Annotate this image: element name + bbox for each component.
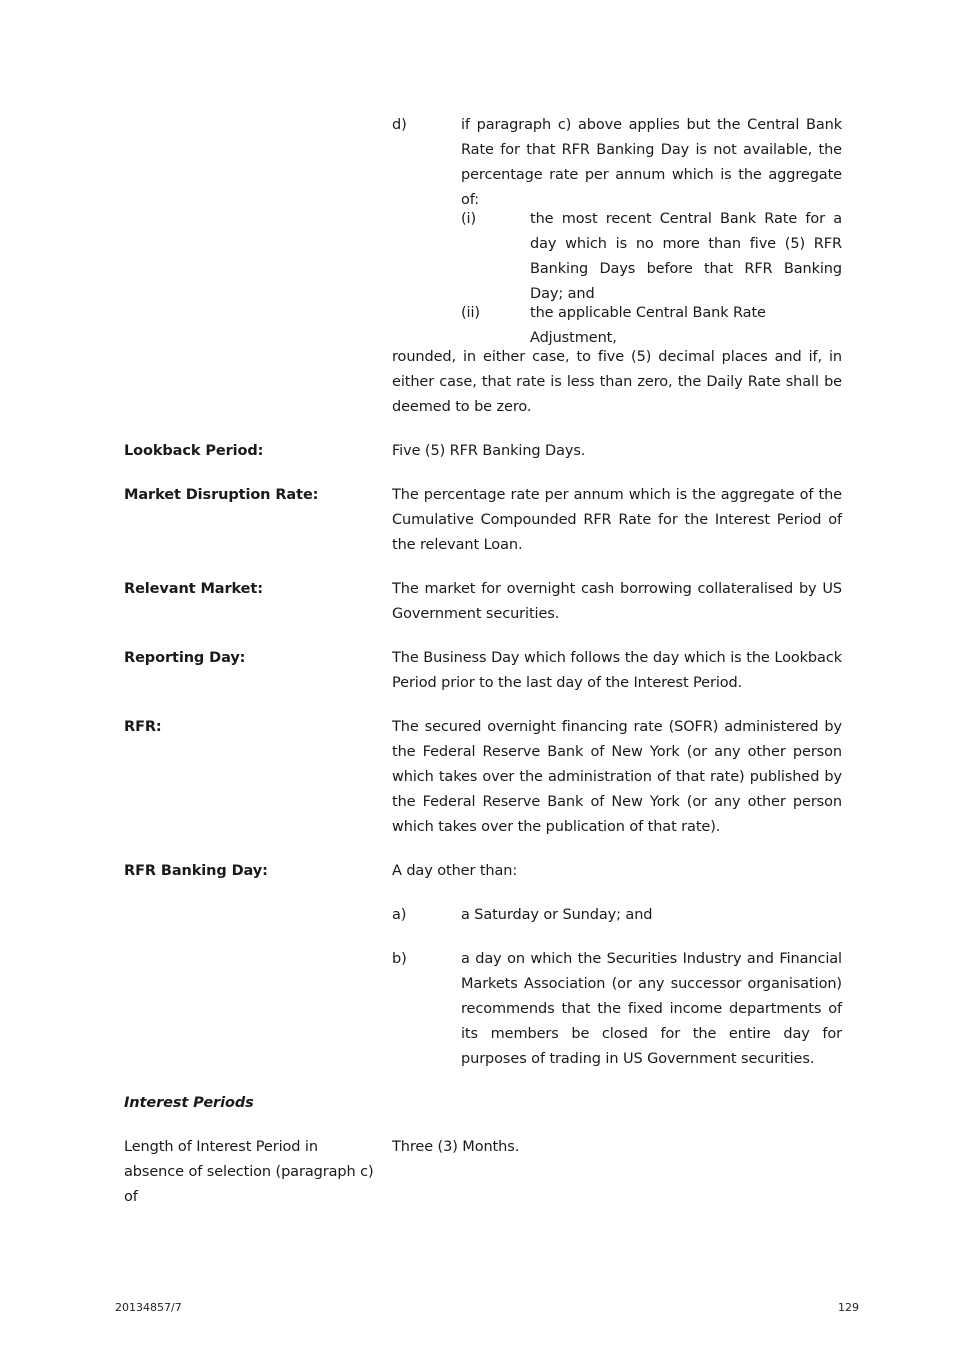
definition-term-reporting-day: Reporting Day: xyxy=(124,650,246,666)
definition-text-reporting-day: The Business Day which follows the day which is the Lookback Period prior to the last day of the Interest Period. xyxy=(392,650,842,691)
definition-text-rfr-banking-day: A day other than: xyxy=(392,863,518,879)
clause-d-sub-i-marker: (i) xyxy=(461,211,477,227)
rfr-banking-day-item-b-marker: b) xyxy=(392,951,407,967)
footer-page-number: 129 xyxy=(838,1301,859,1314)
definition-term-market-disruption-rate: Market Disruption Rate: xyxy=(124,487,319,503)
interest-period-length-value: Three (3) Months. xyxy=(392,1139,520,1155)
interest-periods-heading: Interest Periods xyxy=(124,1095,254,1111)
rfr-banking-day-item-b-text: a day on which the Securities Industry and Financial Markets Association (or any successor organisation) recommends that the fixed income departments of its members be closed for the entire day for purposes of trading in US Government securities. xyxy=(461,951,842,1067)
clause-d-sub-i-text: the most recent Central Bank Rate for a day which is no more than five (5) RFR Banking Days before that RFR Banking Day; and xyxy=(530,211,842,302)
rfr-banking-day-item-a-text: a Saturday or Sunday; and xyxy=(461,907,653,923)
rfr-banking-day-item-a-marker: a) xyxy=(392,907,407,923)
definition-text-relevant-market: The market for overnight cash borrowing collateralised by US Government securities. xyxy=(392,581,842,622)
footer-doc-ref: 20134857/7 xyxy=(115,1301,182,1314)
definition-term-rfr-banking-day: RFR Banking Day: xyxy=(124,863,268,879)
definition-text-rfr: The secured overnight financing rate (SOFR) administered by the Federal Reserve Bank of New York (or any other person which takes over the administration of that rate) published by the Federal Reserve Bank of New York (or any other person which takes over the publication of that rate). xyxy=(392,719,842,835)
definition-term-relevant-market: Relevant Market: xyxy=(124,581,263,597)
rounding-paragraph: rounded, in either case, to five (5) decimal places and if, in either case, that rate is less than zero, the Daily Rate shall be deemed to be zero. xyxy=(392,349,842,415)
interest-period-length-label: Length of Interest Period in absence of selection (paragraph c) of xyxy=(124,1139,374,1205)
clause-d-text: if paragraph c) above applies but the Central Bank Rate for that RFR Banking Day is not available, the percentage rate per annum which is the aggregate of: xyxy=(461,117,842,208)
definition-term-rfr: RFR: xyxy=(124,719,162,735)
clause-d-sub-ii-text: the applicable Central Bank Rate Adjustment, xyxy=(530,305,766,346)
definition-term-lookback-period: Lookback Period: xyxy=(124,443,264,459)
definition-text-lookback-period: Five (5) RFR Banking Days. xyxy=(392,443,586,459)
definition-text-market-disruption-rate: The percentage rate per annum which is the aggregate of the Cumulative Compounded RFR Rate for the Interest Period of the relevant Loan. xyxy=(392,487,842,553)
clause-d-marker: d) xyxy=(392,117,407,133)
clause-d-sub-ii-marker: (ii) xyxy=(461,305,480,321)
